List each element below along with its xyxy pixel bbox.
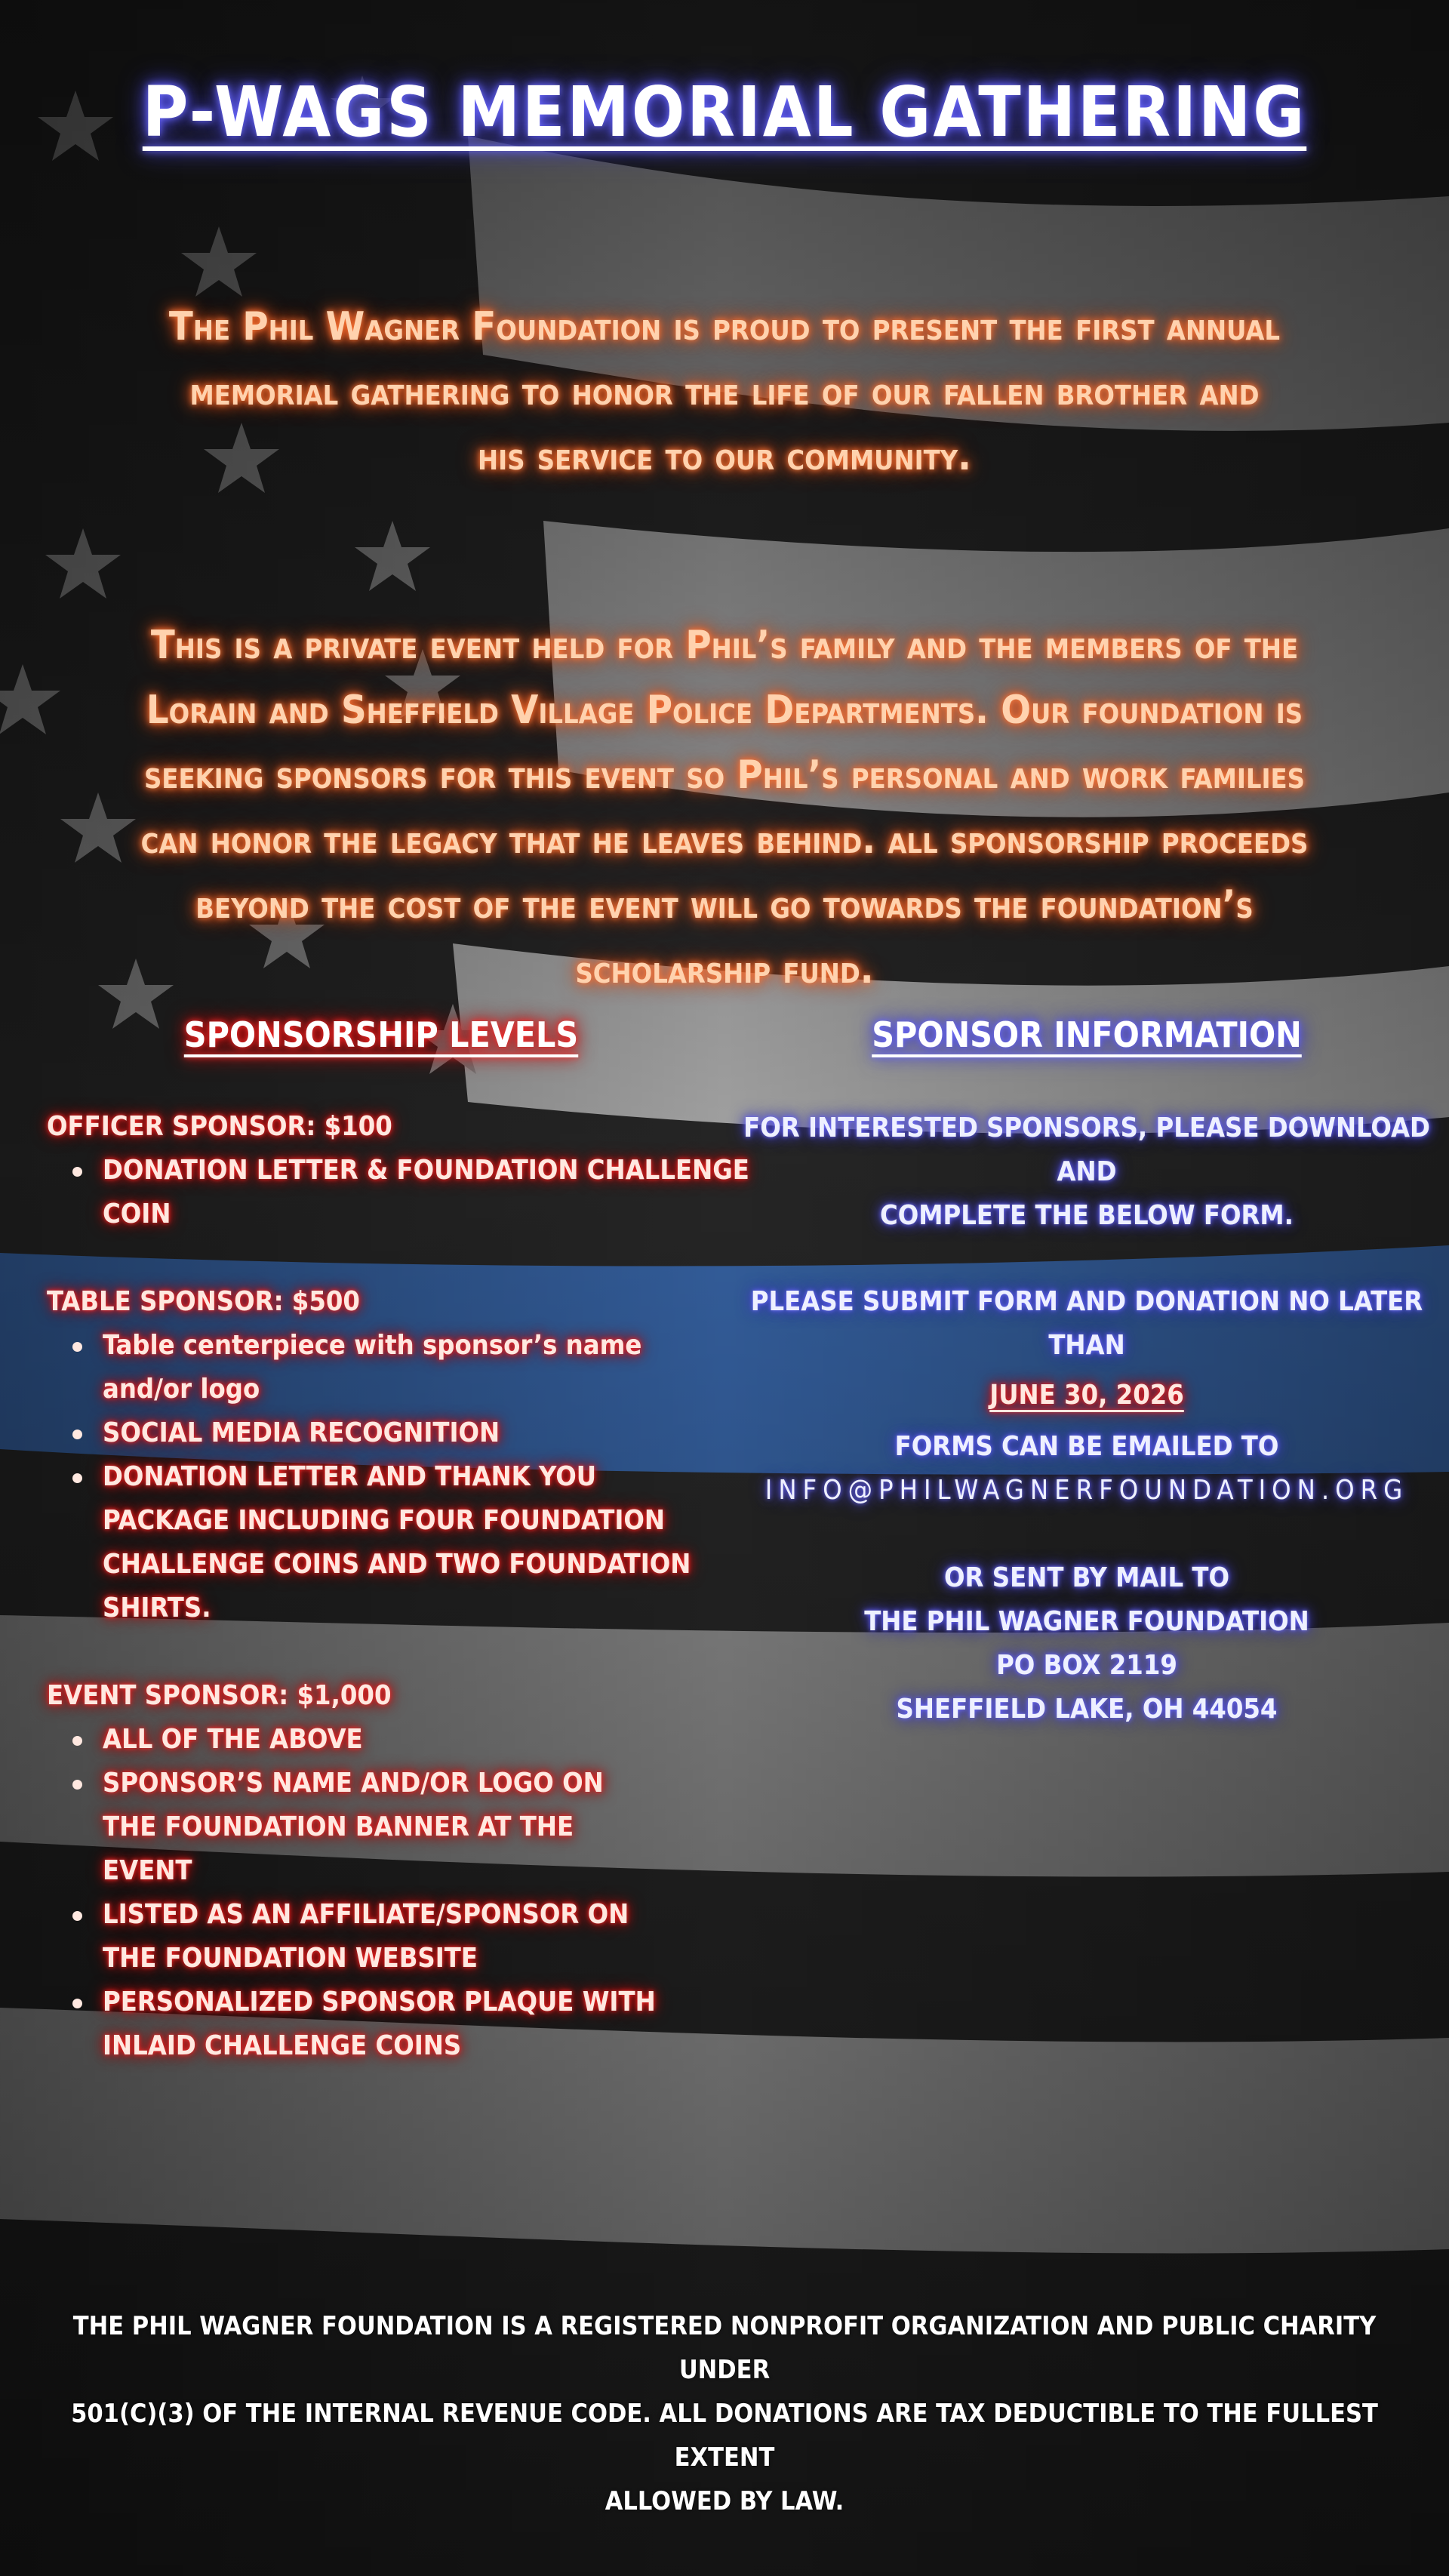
mail-label: OR SENT BY MAIL TO: [944, 1562, 1229, 1593]
tier-benefit: ALL OF THE ABOVE: [103, 1718, 756, 1762]
sponsorship-levels-heading: SPONSORSHIP LEVELS: [183, 1014, 579, 1055]
tier-benefit: SPONSOR’S NAME AND/OR LOGO ON THE FOUNDATION BANNER AT THE EVENT: [103, 1762, 631, 1893]
deadline-text: PLEASE SUBMIT FORM AND DONATION NO LATER THAN: [750, 1286, 1423, 1361]
mail-city: SHEFFIELD LAKE, OH 44054: [896, 1694, 1278, 1725]
tier-officer: [47, 1105, 756, 1236]
private-event-paragraph: This is a private event held for Phil’s family and the members of the Lorain and Sheffield Village Police Departments. Our foundation is seeking sponsors for this event so Phil’s personal and work families can honor the legacy that he leaves behind. all sponsorship proceeds beyond the cost of the event will go towards the foundation’s scholarship fund.: [140, 623, 1309, 993]
tier-benefit: DONATION LETTER & FOUNDATION CHALLENGE COIN: [103, 1149, 756, 1236]
tier-name: OFFICER SPONSOR: $100: [47, 1111, 392, 1142]
tier-table: [47, 1280, 756, 1630]
email-link[interactable]: INFO@PHILWAGNERFOUNDATION.ORG: [764, 1475, 1409, 1506]
mail-box: PO BOX 2119: [996, 1650, 1177, 1681]
email-label: FORMS CAN BE EMAILED TO: [894, 1431, 1279, 1462]
tier-benefit: PERSONALIZED SPONSOR PLAQUE WITH INLAID CHALLENGE COINS: [103, 1980, 676, 2068]
download-instructions-2: COMPLETE THE BELOW FORM.: [880, 1200, 1294, 1231]
page-title: P-WAGS MEMORIAL GATHERING: [142, 72, 1307, 152]
mail-name: THE PHIL WAGNER FOUNDATION: [864, 1606, 1309, 1637]
sponsor-information-block: [724, 1106, 1449, 1731]
intro-paragraph: The Phil Wagner Foundation is proud to present the first annual memorial gathering to honor the life of our fallen brother and his service to our community.: [168, 304, 1281, 479]
sponsorship-levels-list: [47, 1105, 756, 2068]
tier-name: TABLE SPONSOR: $500: [47, 1286, 360, 1317]
tier-benefit: DONATION LETTER AND THANK YOU PACKAGE INCLUDING FOUR FOUNDATION CHALLENGE COINS AND TWO FOUNDATION SHIRTS.: [103, 1455, 721, 1630]
tier-name: EVENT SPONSOR: $1,000: [47, 1680, 392, 1711]
download-instructions: FOR INTERESTED SPONSORS, PLEASE DOWNLOAD AND: [743, 1113, 1430, 1187]
tier-benefit: LISTED AS AN AFFILIATE/SPONSOR ON THE FOUNDATION WEBSITE: [103, 1893, 631, 1980]
tier-benefit: SOCIAL MEDIA RECOGNITION: [103, 1411, 756, 1455]
sponsor-information-heading: SPONSOR INFORMATION: [872, 1014, 1302, 1055]
tier-event: [47, 1674, 756, 2068]
nonprofit-disclaimer: THE PHIL WAGNER FOUNDATION IS A REGISTERED NONPROFIT ORGANIZATION AND PUBLIC CHARITY UNDER 501(C)(3) OF THE INTERNAL REVENUE CODE. ALL DONATIONS ARE TAX DEDUCTIBLE TO THE FULLEST EXTENT ALLOWED BY LAW.: [71, 2311, 1378, 2516]
tier-benefit: Table centerpiece with sponsor’s name and/or logo: [103, 1324, 646, 1411]
deadline-date: JUNE 30, 2026: [989, 1380, 1184, 1411]
